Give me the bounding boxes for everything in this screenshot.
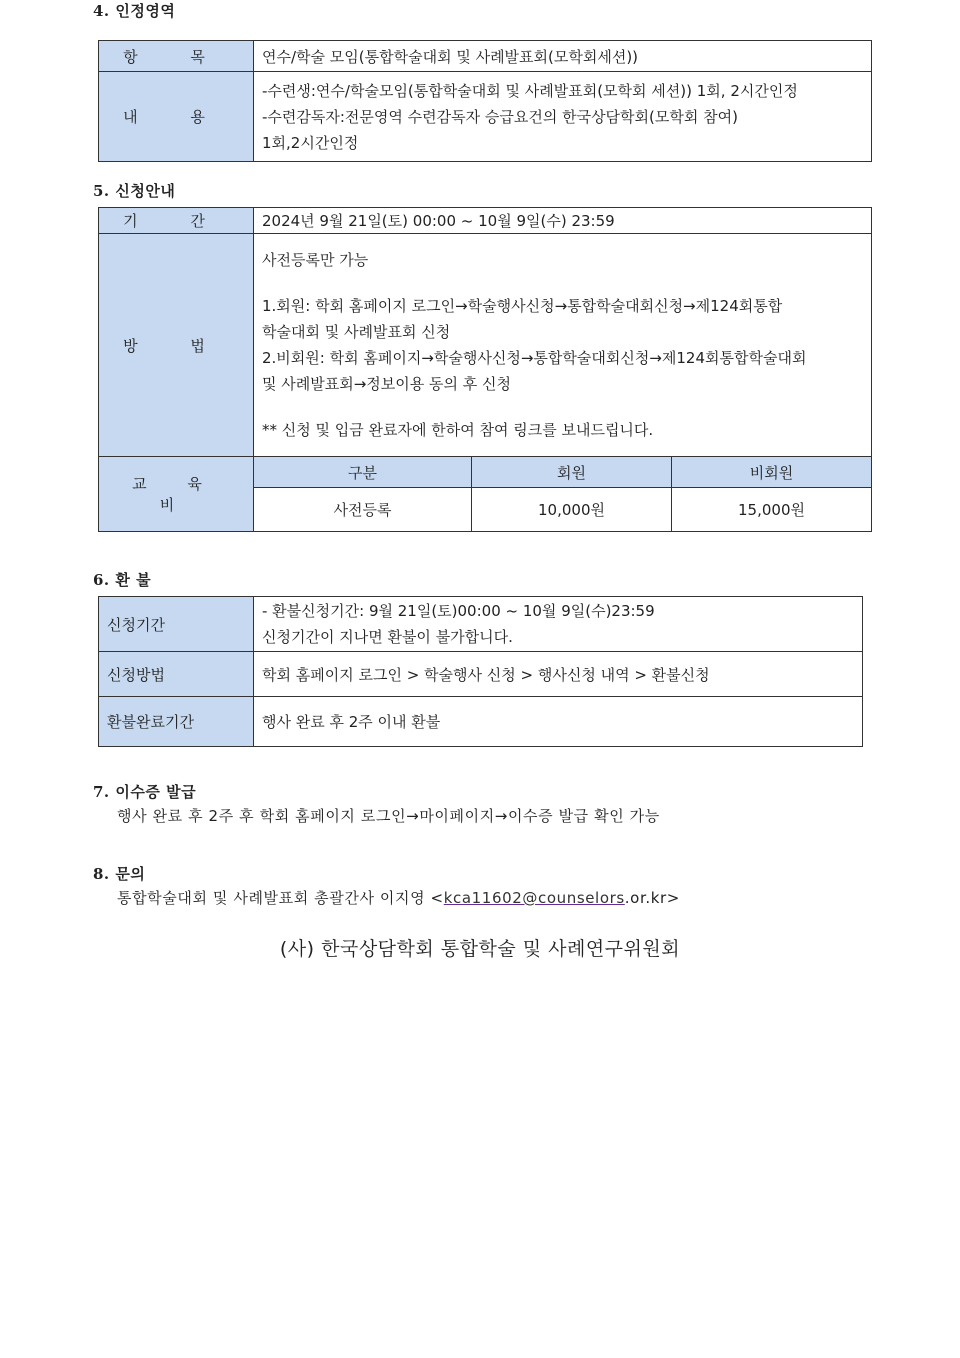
organization-footer: (사) 한국상담학회 통합학술 및 사례연구위원회 [279,938,681,960]
refund-complete-value: 행사 완료 후 2주 이내 환불 [254,697,863,747]
fee-label: 교 육 비 [99,457,254,532]
refund-period-value: - 환불신청기간: 9월 21일(토)00:00 ~ 10월 9일(수)23:59 신청기간이 지나면 환불이 불가합니다. [254,597,863,652]
section-8-title: 8. 문의 [93,865,146,883]
certificate-text: 행사 완료 후 2주 후 학회 홈페이지 로그인→마이페이지→이수증 발급 확인 가능 [117,807,660,825]
method-value: 사전등록만 가능 1.회원: 학회 홈페이지 로그인→학술행사신청→통합학술대회신청→제124회통합 학술대회 및 사례발표회 신청 2.비회원: 학회 홈페이지→학술행사신청→통합학술대회신청→제124회통합학술대회 및 사례발표회→정보이용 동의 후 신청 ** 신청 및 입금 완료자에 한하여 참여 링크를 보내드립니다. [254,234,872,457]
period-value: 2024년 9월 21일(토) 00:00 ~ 10월 9일(수) 23:59 [254,208,872,234]
fee-header-member: 회원 [472,457,672,488]
period-label: 기 간 [99,208,254,234]
section-5-title: 5. 신청안내 [93,182,176,200]
fee-category: 사전등록 [254,488,472,532]
contact-text: 통합학술대회 및 사례발표회 총괄간사 이지영 <kca11602@counselors.or.kr> [117,889,680,907]
item-value: 연수/학술 모임(통합학술대회 및 사례발표회(모학회세션)) [254,41,872,72]
refund-table [98,596,863,747]
fee-nonmember: 15,000원 [672,488,872,532]
content-label: 내 용 [99,72,254,162]
application-table [98,207,872,532]
section-6-title: 6. 환 불 [93,571,152,589]
fee-header-category: 구분 [254,457,472,488]
recognition-table [98,40,872,162]
method-label: 방 법 [99,234,254,457]
contact-email-link[interactable]: kca11602@counselors [443,889,625,907]
refund-method-label: 신청방법 [99,652,254,697]
item-label: 항 목 [99,41,254,72]
section-7-title: 7. 이수증 발급 [93,783,197,801]
refund-complete-label: 환불완료기간 [99,697,254,747]
section-4-title: 4. 인정영역 [93,2,176,20]
refund-method-value: 학회 홈페이지 로그인 > 학술행사 신청 > 행사신청 내역 > 환불신청 [254,652,863,697]
refund-period-label: 신청기간 [99,597,254,652]
fee-header-nonmember: 비회원 [672,457,872,488]
content-value: -수련생:연수/학술모임(통합학술대회 및 사례발표회(모학회 세션)) 1회, 2시간인정 -수련감독자:전문영역 수련감독자 승급요건의 한국상담학회(모학회 참여) 1회,2시간인정 [254,72,872,162]
fee-member: 10,000원 [472,488,672,532]
